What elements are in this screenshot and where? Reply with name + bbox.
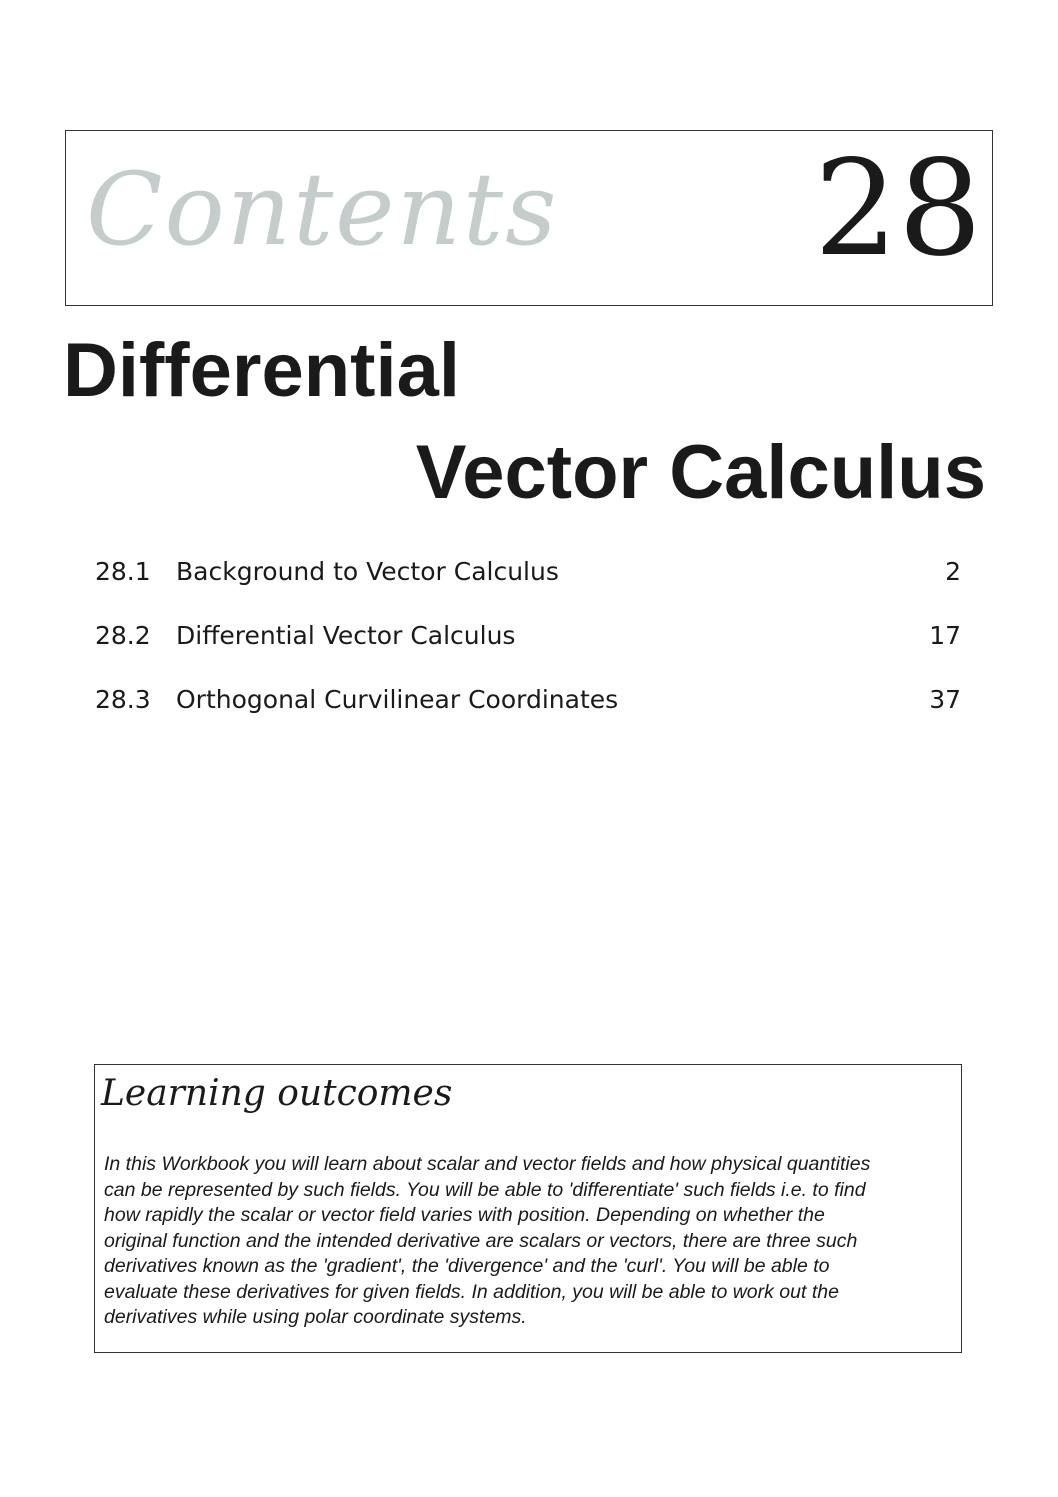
learning-outcomes-line: In this Workbook you will learn about scalar and vector fields and how physical quantities: [104, 1153, 871, 1175]
toc-page-number: 17: [929, 621, 961, 650]
chapter-number: 28: [814, 132, 982, 286]
toc-section-number: 28.2: [95, 621, 151, 650]
learning-outcomes-line: can be represented by such fields. You will be able to 'differentiate' such fields i.e. to find: [104, 1178, 866, 1201]
learning-outcomes-line: how rapidly the scalar or vector field varies with position. Depending on whether the: [104, 1204, 825, 1226]
workbook-title-line-1: Differential: [63, 328, 460, 413]
toc-section-title: Differential Vector Calculus: [176, 621, 516, 650]
toc-section-title: Background to Vector Calculus: [176, 557, 559, 586]
learning-outcomes-line: derivatives known as the 'gradient', the 'divergence' and the 'curl'. You will be able to: [104, 1255, 830, 1277]
contents-header-box: [65, 130, 993, 306]
learning-outcomes-line: derivatives while using polar coordinate systems.: [104, 1306, 527, 1328]
learning-outcomes-heading: Learning outcomes: [101, 1073, 453, 1114]
learning-outcomes-text: [104, 1152, 954, 1331]
toc-section-number: 28.3: [95, 685, 151, 714]
table-of-contents: [95, 553, 961, 745]
toc-entry-28-3[interactable]: [95, 681, 961, 745]
learning-outcomes-box: [94, 1064, 962, 1353]
toc-entry-28-1[interactable]: [95, 553, 961, 617]
toc-section-title: Orthogonal Curvilinear Coordinates: [176, 685, 619, 714]
toc-entry-28-2[interactable]: [95, 617, 961, 681]
workbook-title-line-2: Vector Calculus: [415, 430, 986, 515]
contents-label: Contents: [86, 151, 559, 268]
learning-outcomes-line: original function and the intended derivative are scalars or vectors, there are three such: [104, 1229, 858, 1252]
toc-page-number: 2: [945, 557, 961, 586]
toc-page-number: 37: [929, 685, 961, 714]
toc-section-number: 28.1: [95, 557, 151, 586]
learning-outcomes-line: evaluate these derivatives for given fields. In addition, you will be able to work out the: [104, 1280, 839, 1303]
